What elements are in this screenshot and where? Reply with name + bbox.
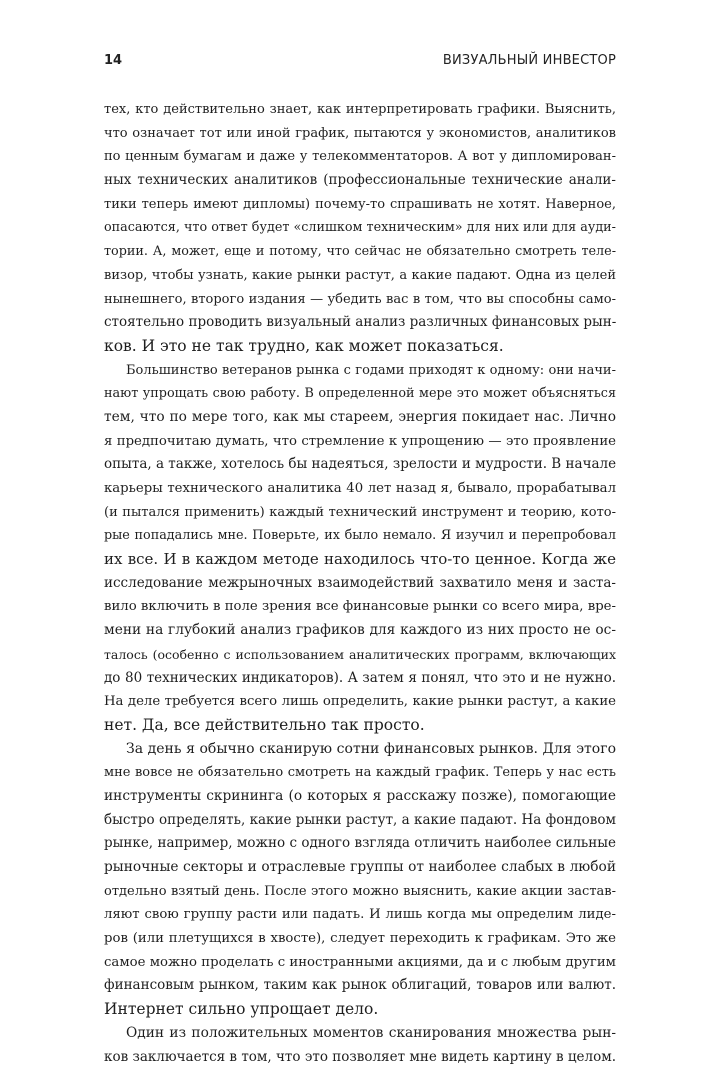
text-line: ков заключается в том, что это позволяет мне видеть картину в целом. [104,1046,616,1069]
text-line: ров (или плетущихся в хвосте), следует переходить к графикам. Это же [104,927,616,951]
paragraph [104,98,616,359]
text-line: исследование межрыночных взаимодействий захватило меня и заста- [104,572,616,596]
text-line: нынешнего, второго издания — убедить вас в том, что вы способны само- [104,288,616,312]
paragraph [104,738,616,1022]
text-line: опыта, а также, хотелось бы надеяться, зрелости и мудрости. В начале [104,453,616,477]
text-line: ков. И это не так трудно, как может показаться. [104,335,616,359]
text-line: тем, что по мере того, как мы стареем, энергия покидает нас. Лично [104,406,616,430]
text-line: мени на глубокий анализ графиков для каждого из них просто не ос- [104,619,616,643]
text-line: их все. И в каждом методе находилось что-то ценное. Когда же [104,548,616,572]
text-line: Один из положительных моментов сканирования множества рын- [104,1022,616,1046]
text-line: тики теперь имеют дипломы) почему-то спрашивать не хотят. Наверное, [104,193,616,217]
text-line: нают упрощать свою работу. В определенной мере это может объясняться [104,382,616,406]
text-line: мне вовсе не обязательно смотреть на каждый график. Теперь у нас есть [104,761,616,785]
text-line: ных технических аналитиков (профессиональные технические анали- [104,169,616,193]
text-line: (и пытался применить) каждый технический инструмент и теорию, кото- [104,501,616,525]
text-line: Интернет сильно упрощает дело. [104,998,616,1022]
text-line: визор, чтобы узнать, какие рынки растут, а какие падают. Одна из целей [104,264,616,288]
text-line: стоятельно проводить визуальный анализ различных финансовых рын- [104,311,616,335]
text-line: рые попадались мне. Поверьте, их было немало. Я изучил и перепробовал [104,524,616,548]
text-line: талось (особенно с использованием аналитических программ, включающих [104,643,616,667]
text-line: рыночные секторы и отраслевые группы от наиболее слабых в любой [104,856,616,880]
text-line: карьеры технического аналитика 40 лет назад я, бывало, прорабатывал [104,477,616,501]
paragraph [104,359,616,738]
body-text [104,98,616,1069]
running-title: ВИЗУАЛЬНЫЙ ИНВЕСТОР [443,53,616,68]
text-line: За день я обычно сканирую сотни финансовых рынков. Для этого [104,738,616,762]
text-line: я предпочитаю думать, что стремление к упрощению — это проявление [104,430,616,454]
page-number: 14 [104,53,122,68]
text-line: рынке, например, можно с одного взгляда отличить наиболее сильные [104,832,616,856]
text-line: по ценным бумагам и даже у телекомментаторов. А вот у дипломирован- [104,145,616,169]
text-line: отдельно взятый день. После этого можно выяснить, какие акции застав- [104,880,616,904]
text-line: финансовым рынком, таким как рынок облигаций, товаров или валют. [104,974,616,998]
text-line: быстро определять, какие рынки растут, а какие падают. На фондовом [104,809,616,833]
text-line: инструменты скрининга (о которых я расскажу позже), помогающие [104,785,616,809]
text-line: вило включить в поле зрения все финансовые рынки со всего мира, вре- [104,595,616,619]
text-line: тех, кто действительно знает, как интерпретировать графики. Выяснить, [104,98,616,122]
text-line: до 80 технических индикаторов). А затем я понял, что это и не нужно. [104,667,616,691]
paragraph [104,1022,616,1069]
text-line: На деле требуется всего лишь определить, какие рынки растут, а какие [104,690,616,714]
text-line: тории. А, может, еще и потому, что сейчас не обязательно смотреть теле- [104,240,616,264]
text-line: нет. Да, все действительно так просто. [104,714,616,738]
text-line: самое можно проделать с иностранными акциями, да и с любым другим [104,951,616,975]
text-line: ляют свою группу расти или падать. И лишь когда мы определим лиде- [104,903,616,927]
text-line: что означает тот или иной график, пытаются у экономистов, аналитиков [104,122,616,146]
text-line: Большинство ветеранов рынка с годами приходят к одному: они начи- [104,359,616,383]
page-header [104,53,616,73]
text-line: опасаются, что ответ будет «слишком техническим» для них или для ауди- [104,216,616,240]
